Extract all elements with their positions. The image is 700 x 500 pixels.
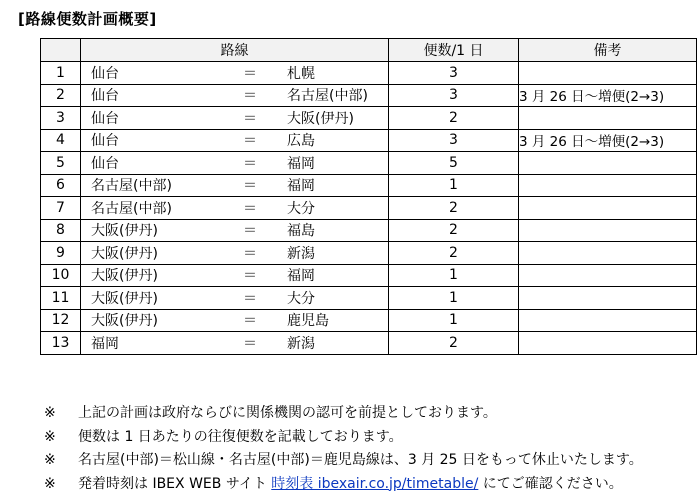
route-origin: 名古屋(中部) — [91, 178, 172, 195]
frequency-cell: 3 — [389, 84, 519, 107]
note-text: 上記の計画は政府ならびに関係機関の認可を前提としております。 — [78, 405, 497, 421]
frequency-cell: 2 — [389, 332, 519, 355]
note-line-4 — [44, 473, 643, 497]
table-row — [41, 242, 697, 265]
row-number: 1 — [41, 62, 81, 85]
frequency-cell: 3 — [389, 62, 519, 85]
remarks-cell: 3 月 26 日～増便(2→3) — [519, 129, 697, 152]
header-remarks: 備考 — [519, 39, 697, 62]
note-text: にてご確認ください。 — [482, 475, 623, 492]
route-origin: 大阪(伊丹) — [91, 223, 158, 240]
remarks-cell — [519, 309, 697, 332]
route-cell — [81, 197, 389, 220]
table-row — [41, 129, 697, 152]
note-mark: ※ — [44, 405, 56, 421]
route-cell — [81, 152, 389, 175]
route-destination: 名古屋(中部) — [287, 88, 368, 105]
route-equals: ＝ — [243, 335, 257, 352]
route-destination: 新潟 — [287, 245, 315, 262]
table-row — [41, 107, 697, 130]
frequency-cell: 2 — [389, 219, 519, 242]
row-number: 12 — [41, 309, 81, 332]
route-cell — [81, 309, 389, 332]
table-row — [41, 62, 697, 85]
route-equals: ＝ — [243, 178, 257, 195]
remarks-cell — [519, 287, 697, 310]
route-origin: 仙台 — [91, 110, 119, 127]
note-line-2 — [44, 426, 643, 450]
route-origin: 仙台 — [91, 65, 119, 82]
frequency-cell: 2 — [389, 242, 519, 265]
route-equals: ＝ — [243, 245, 257, 262]
frequency-cell: 2 — [389, 197, 519, 220]
remarks-cell — [519, 219, 697, 242]
row-number: 13 — [41, 332, 81, 355]
route-destination: 福岡 — [287, 155, 315, 172]
note-text: 便数は 1 日あたりの往復便数を記載しております。 — [78, 428, 403, 445]
route-destination: 新潟 — [287, 335, 315, 352]
table-row — [41, 332, 697, 355]
note-line-1 — [44, 402, 643, 426]
route-origin: 大阪(伊丹) — [91, 245, 158, 262]
page-title: [路線便数計画概要] — [18, 10, 157, 28]
table-row — [41, 264, 697, 287]
route-origin: 大阪(伊丹) — [91, 290, 158, 307]
note-line-3 — [44, 449, 643, 473]
note-mark: ※ — [44, 428, 56, 445]
route-equals: ＝ — [243, 65, 257, 82]
row-number: 2 — [41, 84, 81, 107]
frequency-cell: 1 — [389, 287, 519, 310]
table-row — [41, 152, 697, 175]
route-cell — [81, 107, 389, 130]
remarks-cell — [519, 332, 697, 355]
route-cell — [81, 84, 389, 107]
table-body — [41, 62, 697, 355]
remarks-cell: 3 月 26 日～増便(2→3) — [519, 84, 697, 107]
frequency-cell: 1 — [389, 174, 519, 197]
route-origin: 名古屋(中部) — [91, 200, 172, 217]
route-destination: 大阪(伊丹) — [287, 110, 354, 127]
table-row — [41, 174, 697, 197]
route-origin: 仙台 — [91, 133, 119, 150]
timetable-link[interactable]: 時刻表 ibexair.co.jp/timetable/ — [271, 475, 479, 492]
row-number: 11 — [41, 287, 81, 310]
route-equals: ＝ — [243, 313, 257, 330]
frequency-cell: 1 — [389, 309, 519, 332]
row-number: 6 — [41, 174, 81, 197]
route-equals: ＝ — [243, 290, 257, 307]
table-row — [41, 287, 697, 310]
row-number: 4 — [41, 129, 81, 152]
route-cell — [81, 219, 389, 242]
table-row — [41, 309, 697, 332]
remarks-cell — [519, 152, 697, 175]
route-cell — [81, 332, 389, 355]
notes-section — [44, 402, 643, 496]
note-text: 発着時刻は IBEX WEB サイト — [78, 475, 267, 492]
remarks-cell — [519, 197, 697, 220]
frequency-cell: 2 — [389, 107, 519, 130]
route-destination: 福岡 — [287, 268, 315, 285]
route-origin: 仙台 — [91, 155, 119, 172]
route-destination: 鹿児島 — [287, 313, 329, 330]
header-no — [41, 39, 81, 62]
route-destination: 広島 — [287, 133, 315, 150]
row-number: 9 — [41, 242, 81, 265]
route-equals: ＝ — [243, 88, 257, 105]
row-number: 7 — [41, 197, 81, 220]
route-cell — [81, 264, 389, 287]
remarks-cell — [519, 174, 697, 197]
note-mark: ※ — [44, 452, 56, 468]
remarks-cell — [519, 264, 697, 287]
remarks-cell — [519, 242, 697, 265]
table-row — [41, 219, 697, 242]
route-equals: ＝ — [243, 223, 257, 240]
route-origin: 福岡 — [91, 335, 119, 352]
row-number: 3 — [41, 107, 81, 130]
note-mark: ※ — [44, 475, 56, 492]
route-destination: 福岡 — [287, 178, 315, 195]
route-destination: 大分 — [287, 200, 315, 217]
route-equals: ＝ — [243, 200, 257, 217]
table-row — [41, 84, 697, 107]
frequency-cell: 5 — [389, 152, 519, 175]
route-origin: 仙台 — [91, 88, 119, 105]
table-row — [41, 197, 697, 220]
route-destination: 大分 — [287, 290, 315, 307]
header-frequency: 便数/1 日 — [389, 39, 519, 62]
table-header-row — [41, 39, 697, 62]
row-number: 5 — [41, 152, 81, 175]
route-equals: ＝ — [243, 110, 257, 127]
route-origin: 大阪(伊丹) — [91, 268, 158, 285]
route-cell — [81, 287, 389, 310]
note-text: 名古屋(中部)＝松山線・名古屋(中部)＝鹿児島線は、3 月 25 日をもって休止いたします。 — [78, 452, 643, 468]
remarks-cell — [519, 62, 697, 85]
route-destination: 札幌 — [287, 65, 315, 82]
row-number: 10 — [41, 264, 81, 287]
route-destination: 福島 — [287, 223, 315, 240]
route-frequency-table — [40, 38, 697, 355]
route-cell — [81, 62, 389, 85]
route-equals: ＝ — [243, 268, 257, 285]
route-cell — [81, 174, 389, 197]
row-number: 8 — [41, 219, 81, 242]
route-cell — [81, 242, 389, 265]
frequency-cell: 3 — [389, 129, 519, 152]
route-equals: ＝ — [243, 155, 257, 172]
route-cell — [81, 129, 389, 152]
remarks-cell — [519, 107, 697, 130]
frequency-cell: 1 — [389, 264, 519, 287]
route-origin: 大阪(伊丹) — [91, 313, 158, 330]
header-route: 路線 — [81, 39, 389, 62]
route-equals: ＝ — [243, 133, 257, 150]
